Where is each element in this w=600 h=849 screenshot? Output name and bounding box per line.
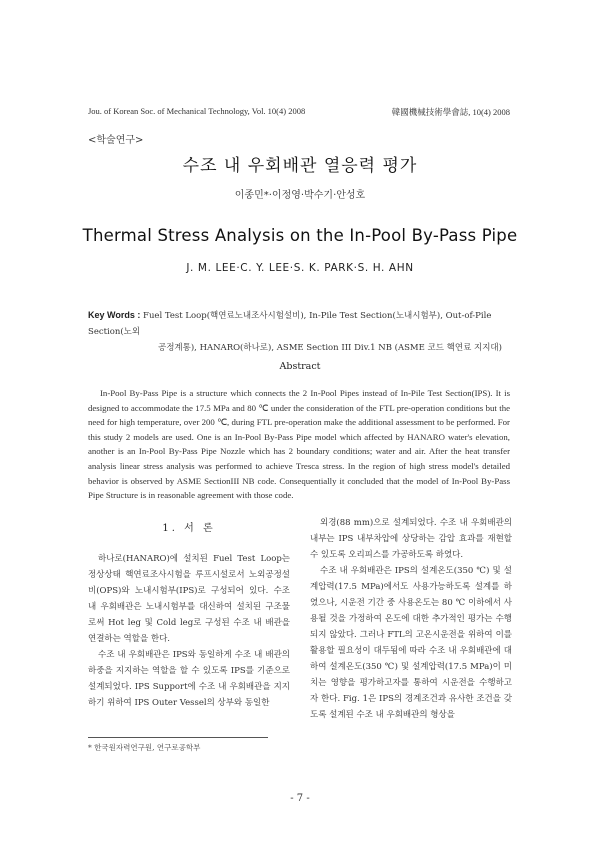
keywords-line-1: Fuel Test Loop(핵연료노내조사시험설비), In-Pile Test Section(노내시험부), Out-of-Pile Section(노외	[88, 311, 492, 337]
authors-english: J. M. LEE·C. Y. LEE·S. K. PARK·S. H. AHN	[186, 262, 414, 274]
title-korean: 수조 내 우회배관 열응력 평가	[182, 156, 418, 176]
authors-korean: 이종민*·이정영·박수기·안성호	[234, 190, 366, 201]
title-english: Thermal Stress Analysis on the In-Pool By-Pass Pipe	[82, 226, 518, 245]
right-paragraph-2: 수조 내 우회배관은 IPS의 설계온도(350 ℃) 및 설계압력(17.5 MPa)에서도 사용가능하도록 설계를 하였으나, 시운전 기간 중 사용온도는 80 ℃ 이하에서 사용될 것을 가정하여 온도에 대한 추가적인 평가는 수행되지 않았다. 그러나 FTL의 고온시운전을 위하여 이를 활용할 필요성이 대두됨에 따라 수조 내 우회배관에 대하여 설계온도(350 ℃) 및 설계압력(17.5 MPa)이 미치는 영향을 평가하고자를 통하여 시운전을 수행하고자 한다. Fig. 1은 IPS의 경계조건과 유사한 조건을 갖도록 설계된 수조 내 우회배관의 형상을	[310, 566, 512, 720]
left-column	[88, 515, 290, 711]
section-heading-introduction: 1. 서 론	[162, 523, 216, 534]
journal-header-ko: 韓國機械技術學會誌, 10(4) 2008	[391, 107, 510, 117]
article-category: <학술연구>	[88, 135, 144, 146]
right-paragraph-1: 외경(88 mm)으로 설계되었다. 수조 내 우회배관의 내부는 IPS 내부차압에 상당하는 감압 효과를 재현할 수 있도록 오리피스를 가공하도록 하였다.	[310, 518, 512, 560]
right-column	[310, 515, 512, 723]
keywords-line-2: 공정계통), HANARO(하나로), ASME Section III Div.1 NB (ASME 코드 핵연료 지지대)	[158, 343, 502, 353]
abstract-text: In-Pool By-Pass Pipe is a structure which connects the 2 In-Pool Pipes instead of In-Pile Test Section(IPS). It is designed to accommodate the 17.5 MPa and 80 ℃ under the consideration of the FTL pre-operation conditions but the need for high temperature, over 200 ℃, during FTL pre-operation make the additional assessment to be performed. For this study 2 models are used. One is an In-Pool By-Pass Pipe model which affected by HANARO water's elevation, another is an In-Pool By-Pass Pipe Nozzle which has 2 boundary conditions; water and air. After the heat transfer analysis linear stress analysis was performed to achieve Tresca stress. In the region of high stress model's detailed behavior is observed by ASME SectionIII NB code. Consequentially it concluded that the model of In-Pool By-Pass Pipe Structure is in reasonable agreement with those code.	[88, 388, 510, 501]
abstract-heading: Abstract	[279, 361, 321, 372]
footnote-divider	[88, 737, 268, 738]
intro-paragraph-2: 수조 내 우회배관은 IPS와 동일하게 수조 내 배관의 하중을 지지하는 역할을 할 수 있도록 IPS를 기준으로 설계되었다. IPS Support에 수조 내 우회배관을 지지하기 위하여 IPS Outer Vessel의 상부와 동일한	[88, 650, 290, 708]
intro-paragraph-1: 하나로(HANARO)에 설치된 Fuel Test Loop는 정상상태 핵연료조사시험을 루프시설로서 노외공정설비(OPS)와 노내시험부(IPS)로 구성되어 있다. 수조 내 우회배관은 노내시험부를 대신하여 설치된 구조물로써 Hot leg 및 Cold leg로 구성된 수조 내 배관을 연결하는 역할을 한다.	[88, 554, 290, 644]
page-number: - 7 -	[290, 793, 310, 804]
journal-header-en: Jou. of Korean Soc. of Mechanical Technology, Vol. 10(4) 2008	[88, 106, 306, 116]
keywords-block	[88, 307, 518, 356]
keywords-label: Key Words :	[88, 310, 141, 320]
footnote: * 한국원자력연구원, 연구로공학부	[88, 743, 201, 752]
abstract-body	[88, 386, 510, 503]
